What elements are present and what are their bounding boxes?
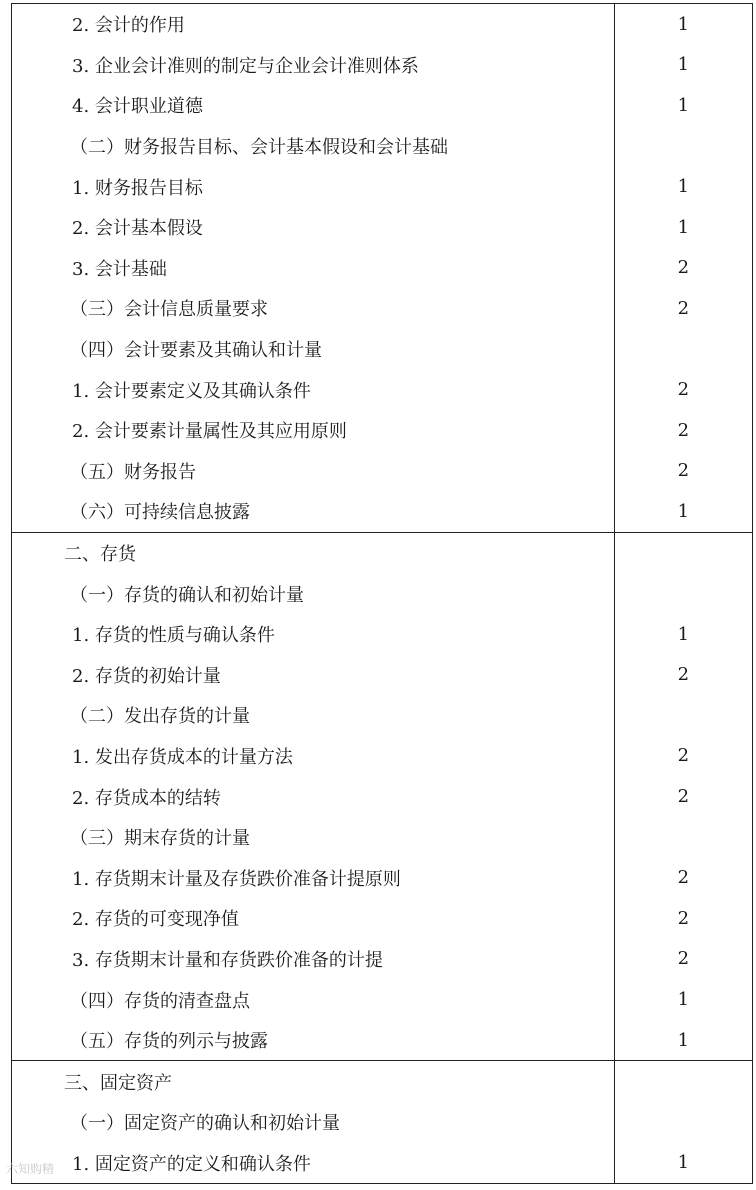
item-cell bbox=[12, 776, 615, 817]
item-cell bbox=[12, 85, 615, 126]
item-cell bbox=[12, 491, 615, 532]
syllabus-table bbox=[11, 3, 753, 1184]
table-row bbox=[12, 898, 753, 939]
item-text: （三）会计信息质量要求 bbox=[70, 299, 268, 321]
item-text: （二）发出存货的计量 bbox=[70, 706, 250, 728]
table-row bbox=[12, 573, 753, 614]
item-text: 2. 会计的作用 bbox=[72, 15, 185, 37]
table-row bbox=[12, 410, 753, 451]
item-text: 2. 会计基本假设 bbox=[72, 218, 203, 240]
item-text: 3. 存货期末计量和存货跌价准备的计提 bbox=[72, 949, 383, 971]
item-cell bbox=[12, 1061, 615, 1102]
item-text: 三、固定资产 bbox=[64, 1072, 172, 1094]
item-cell bbox=[12, 817, 615, 858]
item-cell bbox=[12, 898, 615, 939]
hours-cell: 1 bbox=[614, 1020, 752, 1061]
table-row bbox=[12, 979, 753, 1020]
item-cell bbox=[12, 369, 615, 410]
hours-cell: 2 bbox=[614, 248, 752, 289]
item-cell bbox=[12, 614, 615, 655]
hours-cell: 2 bbox=[614, 369, 752, 410]
item-cell bbox=[12, 126, 615, 167]
item-cell bbox=[12, 939, 615, 980]
item-text: 2. 存货的可变现净值 bbox=[72, 909, 239, 931]
hours-cell: 1 bbox=[614, 166, 752, 207]
item-text: 2. 存货成本的结转 bbox=[72, 787, 221, 809]
table-row bbox=[12, 126, 753, 167]
table-row bbox=[12, 939, 753, 980]
watermark-text: 六知购精 bbox=[6, 1162, 55, 1176]
table-row bbox=[12, 817, 753, 858]
table-row bbox=[12, 1020, 753, 1061]
hours-cell: 2 bbox=[614, 288, 752, 329]
item-text: 1. 存货的性质与确认条件 bbox=[72, 625, 275, 647]
table-row bbox=[12, 329, 753, 370]
item-text: 2. 会计要素计量属性及其应用原则 bbox=[72, 421, 347, 443]
item-text: 二、存货 bbox=[64, 544, 136, 566]
item-cell bbox=[12, 573, 615, 614]
item-cell bbox=[12, 1020, 615, 1061]
item-cell bbox=[12, 45, 615, 86]
item-cell bbox=[12, 736, 615, 777]
hours-cell: 1 bbox=[614, 614, 752, 655]
item-text: （四）存货的清查盘点 bbox=[70, 990, 250, 1012]
item-text: （六）可持续信息披露 bbox=[70, 502, 250, 524]
hours-cell: 1 bbox=[614, 45, 752, 86]
item-text: 1. 发出存货成本的计量方法 bbox=[72, 746, 293, 768]
item-text: （五）存货的列示与披露 bbox=[70, 1031, 268, 1053]
hours-cell bbox=[614, 532, 752, 573]
hours-cell: 1 bbox=[614, 4, 752, 45]
hours-cell bbox=[614, 1102, 752, 1143]
item-text: 1. 固定资产的定义和确认条件 bbox=[72, 1153, 311, 1175]
hours-cell: 1 bbox=[614, 979, 752, 1020]
table-row bbox=[12, 776, 753, 817]
item-cell bbox=[12, 329, 615, 370]
hours-cell bbox=[614, 126, 752, 167]
hours-cell: 2 bbox=[614, 776, 752, 817]
item-text: （四）会计要素及其确认和计量 bbox=[70, 340, 322, 362]
item-text: 1. 会计要素定义及其确认条件 bbox=[72, 380, 311, 402]
item-cell bbox=[12, 857, 615, 898]
item-text: （一）固定资产的确认和初始计量 bbox=[70, 1113, 340, 1135]
table-row bbox=[12, 695, 753, 736]
hours-cell bbox=[614, 573, 752, 614]
item-text: 3. 会计基础 bbox=[72, 258, 167, 280]
item-text: 1. 财务报告目标 bbox=[72, 177, 203, 199]
item-cell bbox=[12, 655, 615, 696]
item-cell bbox=[12, 532, 615, 573]
table-row bbox=[12, 491, 753, 532]
hours-cell bbox=[614, 817, 752, 858]
hours-cell bbox=[614, 695, 752, 736]
table-row bbox=[12, 288, 753, 329]
item-text: 1. 存货期末计量及存货跌价准备计提原则 bbox=[72, 868, 401, 890]
item-cell bbox=[12, 979, 615, 1020]
item-cell bbox=[12, 1143, 615, 1184]
table-row bbox=[12, 4, 753, 45]
hours-cell: 2 bbox=[614, 939, 752, 980]
table-row bbox=[12, 166, 753, 207]
item-cell bbox=[12, 248, 615, 289]
hours-cell bbox=[614, 329, 752, 370]
table-row bbox=[12, 1102, 753, 1143]
table-row bbox=[12, 614, 753, 655]
table-row bbox=[12, 248, 753, 289]
hours-cell: 1 bbox=[614, 207, 752, 248]
item-text: （三）期末存货的计量 bbox=[70, 828, 250, 850]
table-row bbox=[12, 655, 753, 696]
item-cell bbox=[12, 1102, 615, 1143]
table-row bbox=[12, 45, 753, 86]
item-cell bbox=[12, 410, 615, 451]
hours-cell: 1 bbox=[614, 1143, 752, 1184]
hours-cell: 1 bbox=[614, 491, 752, 532]
table-row bbox=[12, 857, 753, 898]
hours-cell: 2 bbox=[614, 736, 752, 777]
hours-cell: 2 bbox=[614, 410, 752, 451]
table-row bbox=[12, 451, 753, 492]
hours-cell: 2 bbox=[614, 898, 752, 939]
table-row bbox=[12, 207, 753, 248]
item-cell bbox=[12, 207, 615, 248]
item-text: 3. 企业会计准则的制定与企业会计准则体系 bbox=[72, 55, 419, 77]
item-text: 4. 会计职业道德 bbox=[72, 96, 203, 118]
table-row bbox=[12, 369, 753, 410]
item-cell bbox=[12, 695, 615, 736]
table-row bbox=[12, 532, 753, 573]
table-row bbox=[12, 736, 753, 777]
item-text: （二）财务报告目标、会计基本假设和会计基础 bbox=[70, 137, 448, 159]
item-cell bbox=[12, 166, 615, 207]
item-cell bbox=[12, 451, 615, 492]
item-text: （一）存货的确认和初始计量 bbox=[70, 584, 304, 606]
hours-cell: 2 bbox=[614, 857, 752, 898]
item-cell bbox=[12, 288, 615, 329]
item-cell bbox=[12, 4, 615, 45]
hours-cell: 1 bbox=[614, 85, 752, 126]
syllabus-table-body bbox=[12, 4, 753, 1184]
hours-cell bbox=[614, 1061, 752, 1102]
table-row bbox=[12, 1061, 753, 1102]
item-text: （五）财务报告 bbox=[70, 461, 196, 483]
item-text: 2. 存货的初始计量 bbox=[72, 665, 221, 687]
hours-cell: 2 bbox=[614, 655, 752, 696]
table-row bbox=[12, 1143, 753, 1184]
table-row bbox=[12, 85, 753, 126]
hours-cell: 2 bbox=[614, 451, 752, 492]
